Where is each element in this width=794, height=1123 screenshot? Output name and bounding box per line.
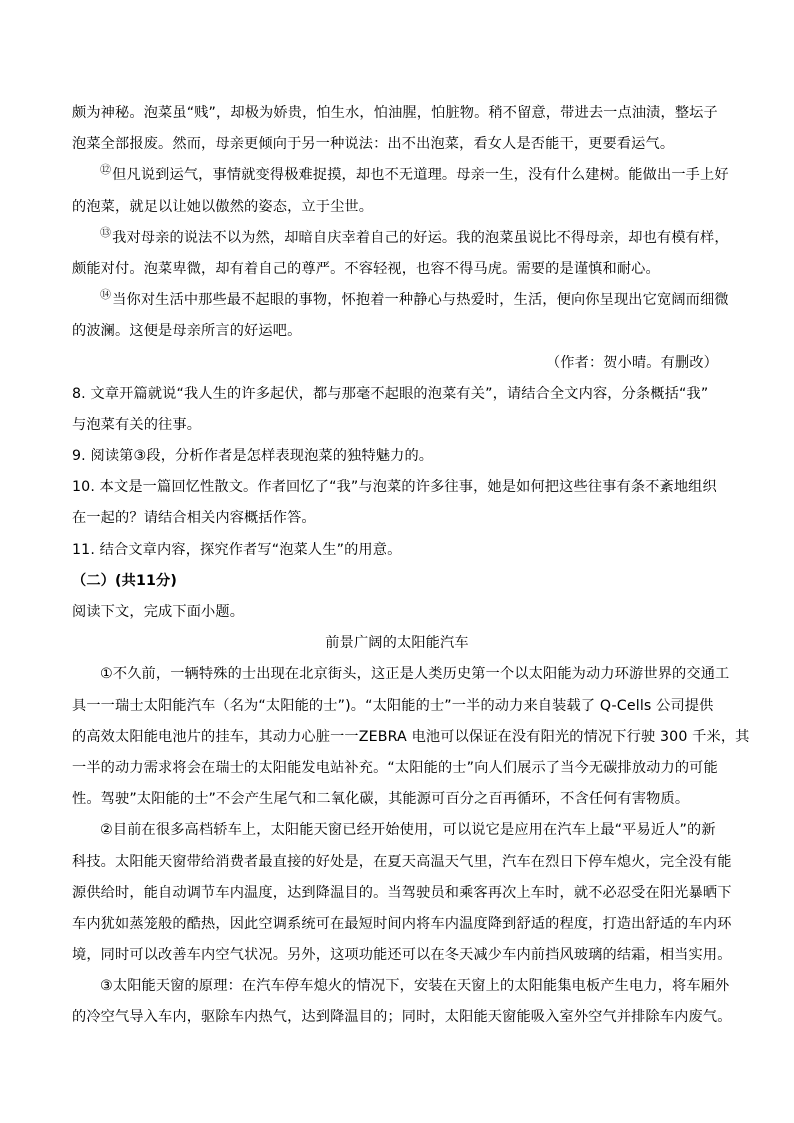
question-list bbox=[72, 379, 722, 566]
question-text: 10. 本文是一篇回忆性散文。作者回忆了“我”与泡菜的许多往事，她是如何把这些往事有条不紊地组织 bbox=[72, 479, 717, 496]
text-line: ③太阳能天窗的原理：在汽车停车熄火的情况下，安装在天窗上的太阳能集电板产生电力，将车厢外 bbox=[100, 978, 730, 995]
passage-continuation bbox=[72, 98, 722, 160]
paragraph-text: 但凡说到运气，事情就变得极难捉摸，却也不无道理。母亲一生，没有什么建树。能做出一手上好 bbox=[112, 167, 729, 184]
text-line: 车内犹如蒸笼般的酷热，因此空调系统可在最短时间内将车内温度降到舒适的程度，打造出舒适的车内环 bbox=[72, 915, 732, 932]
document-page bbox=[72, 98, 750, 1034]
text-line: 的高效太阳能电池片的挂车，其动力心脏一一ZEBRA 电池可以保证在没有阳光的情况下行驶 300 千米，其 bbox=[72, 728, 750, 745]
question-10 bbox=[72, 472, 722, 534]
question-text: 8. 文章开篇就说“我人生的许多起伏，都与那毫不起眼的泡菜有关”，请结合全文内容，分条概括“我” bbox=[72, 385, 709, 402]
text-line bbox=[72, 223, 729, 254]
paragraph-number-marker: ⑬ bbox=[100, 225, 112, 239]
paragraph-text: 当你对生活中那些最不起眼的事物，怀抱着一种静心与热爱时，生活，便向你呈现出它宽阔而细微 bbox=[112, 292, 729, 309]
text-line: 一半的动力需求将会在瑞士的太阳能发电站补充。“太阳能的士”向人们展示了当今无碳排放动力的可能 bbox=[72, 759, 718, 776]
text-line: 的冷空气导入车内，驱除车内热气，达到降温目的；同时，太阳能天窗能吸入室外空气并排除车内废气。 bbox=[72, 1009, 732, 1026]
text-line: 具一一瑞士太阳能汽车（名为“太阳能的士”)。“太阳能的士”一半的动力来自装载了 Q-Cells 公司提供 bbox=[72, 697, 714, 714]
article-title: 前景广阔的太阳能汽车 bbox=[325, 635, 469, 652]
paragraph-13 bbox=[72, 223, 729, 285]
paragraph-12 bbox=[72, 160, 729, 222]
article-paragraph-3 bbox=[72, 971, 732, 1033]
text-line: 科技。太阳能天窗带给消费者最直接的好处是，在夏天高温天气里，汽车在烈日下停车熄火，完全没有能 bbox=[72, 853, 732, 870]
section-instruction: 阅读下文，完成下面小题。 bbox=[72, 604, 245, 620]
text-line: 颇能对付。泡菜卑微，却有着自己的尊严。不容轻视，也容不得马虎。需要的是谨慎和耐心。 bbox=[72, 260, 660, 277]
question-text: 在一起的？请结合相关内容概括作答。 bbox=[72, 510, 316, 527]
text-line bbox=[72, 285, 729, 316]
text-line: 颇为神秘。泡菜虽“贱”，却极为娇贵，怕生水，怕油腥，怕脏物。稍不留意，带进去一点油渍，整坛子 bbox=[72, 105, 718, 121]
text-line: ②目前在很多高档轿车上，太阳能天窗已经开始使用，可以说它是应用在汽车上最“平易近人”的新 bbox=[100, 822, 716, 839]
question-text: 与泡菜有关的往事。 bbox=[72, 416, 202, 433]
paragraph-text: 我对母亲的说法不以为然，却暗自庆幸着自己的好运。我的泡菜虽说比不得母亲，却也有模有样， bbox=[112, 229, 729, 246]
text-line: 泡菜全部报废。然而，母亲更倾向于另一种说法：出不出泡菜，看女人是否能干，更要看运气。 bbox=[72, 136, 675, 153]
question-text: 9. 阅读第③段，分析作者是怎样表现泡菜的独特魅力的。 bbox=[72, 448, 434, 465]
section-heading: （二）(共11分) bbox=[72, 572, 177, 589]
article-paragraph-1 bbox=[72, 659, 750, 815]
text-line: 境，同时可以改善车内空气状况。另外，这项功能还可以在冬天减少车内前挡风玻璃的结霜，相当实用。 bbox=[72, 947, 732, 964]
question-9 bbox=[72, 441, 722, 472]
text-line: 性。驾驶”太阳能的士”不会产生尾气和二氧化碳，其能源可百分之百再循环，不含任何有害物质。 bbox=[72, 791, 690, 808]
question-11 bbox=[72, 535, 722, 566]
question-text: 11. 结合文章内容，探究作者写“泡菜人生”的用意。 bbox=[72, 541, 402, 558]
text-line: 的波澜。这便是母亲所言的好运吧。 bbox=[72, 323, 302, 340]
question-8 bbox=[72, 379, 722, 441]
paragraph-14 bbox=[72, 285, 729, 347]
author-attribution: （作者：贺小晴。有删改） bbox=[545, 354, 718, 371]
paragraph-number-marker: ⑭ bbox=[100, 288, 112, 302]
article-paragraph-2 bbox=[72, 815, 732, 971]
text-line: ①不久前，一辆特殊的士出现在北京街头，这正是人类历史第一个以太阳能为动力环游世界的交通工 bbox=[100, 666, 730, 683]
paragraph-number-marker: ⑫ bbox=[100, 163, 112, 177]
text-line bbox=[72, 160, 729, 191]
text-line: 源供给时，能自动调节车内温度，达到降温目的。当驾驶员和乘客再次上车时，就不必忍受在阳光暴晒下 bbox=[72, 884, 732, 901]
text-line: 的泡菜，就足以让她以傲然的姿态，立于尘世。 bbox=[72, 198, 374, 215]
